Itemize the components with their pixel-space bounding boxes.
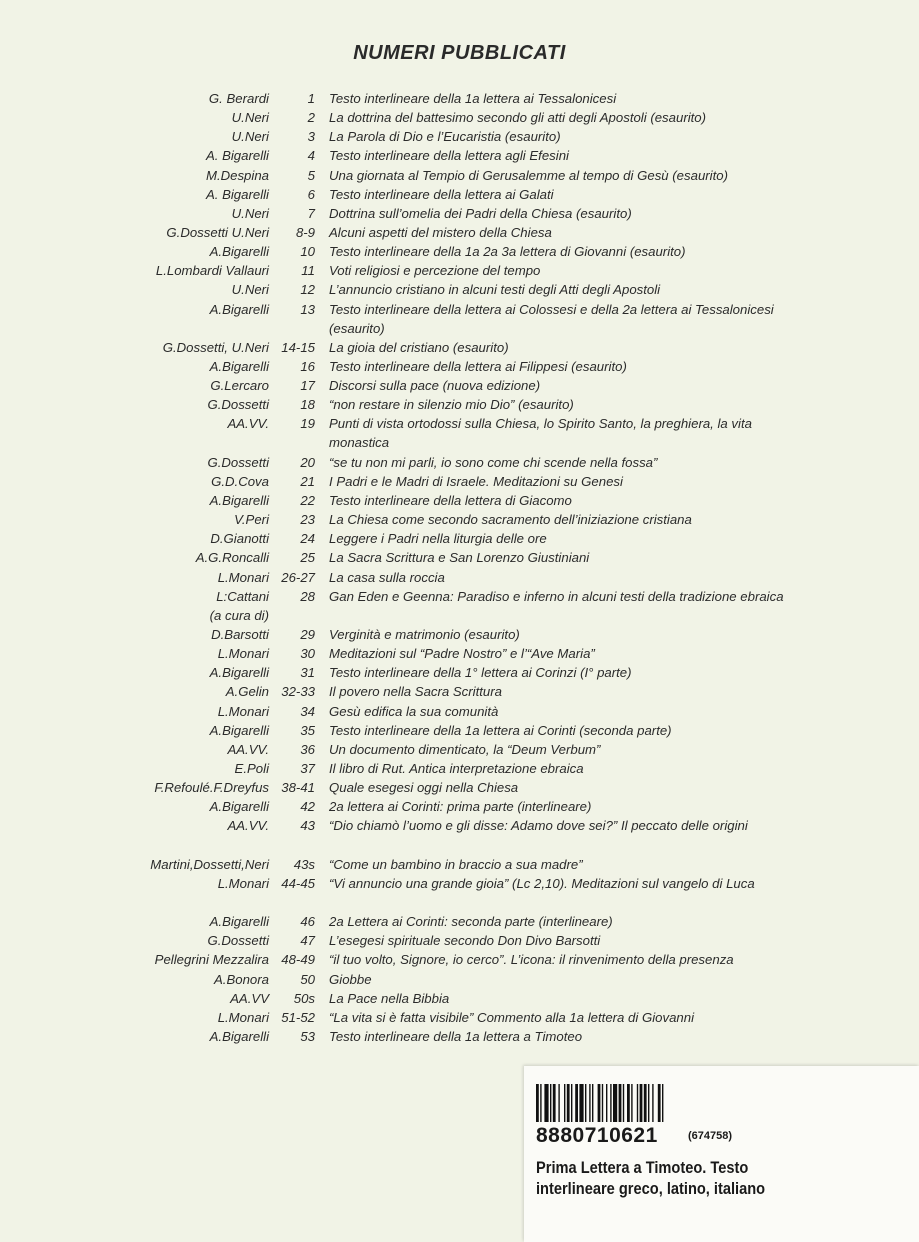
list-item — [0, 529, 919, 548]
entry-author-name: E.Poli — [234, 760, 269, 776]
barcode-bar — [598, 1084, 601, 1122]
entry-author — [210, 721, 269, 740]
list-item — [0, 395, 919, 414]
barcode-bar — [619, 1084, 622, 1122]
entry-author — [210, 587, 269, 625]
description-line-1: Prima Lettera a Timoteo. Testo — [536, 1158, 749, 1177]
list-item — [0, 663, 919, 682]
entry-author-name: AA.VV. — [227, 416, 269, 432]
entry-author-name: A. Bigarelli — [205, 148, 269, 164]
entry-title: Giobbe — [329, 971, 372, 987]
list-item — [0, 816, 919, 854]
publication-list — [0, 89, 919, 1046]
list-item — [0, 740, 919, 759]
entry-number: 30 — [300, 646, 315, 662]
entry-number: 13 — [300, 301, 315, 317]
entry-author — [210, 357, 269, 376]
entry-author-name: G.Dossetti — [207, 933, 269, 949]
entry-author-name: G. Berardi — [208, 91, 269, 106]
barcode-bar — [592, 1084, 593, 1122]
list-item — [0, 970, 919, 989]
barcode-bar — [536, 1084, 539, 1122]
entry-author-name: G.Dossetti — [207, 397, 269, 413]
entry-number: 17 — [300, 378, 315, 394]
entry-title: Testo interlineare della lettera agli Efesini — [329, 148, 569, 164]
entry-number: 22 — [300, 492, 315, 508]
entry-author-name: U.Neri — [231, 110, 269, 126]
entry-title: Testo interlineare della 1° lettera ai Corinzi (I° parte) — [329, 665, 632, 681]
barcode-bar — [613, 1084, 617, 1122]
entry-author — [155, 950, 269, 969]
list-item — [0, 242, 919, 261]
entry-number: 28 — [300, 588, 315, 604]
entry-author — [210, 797, 269, 816]
entry-number: 7 — [307, 205, 315, 221]
entry-title: L’esegesi spirituale secondo Don Divo Barsotti — [329, 933, 601, 949]
entry-author-name: A.Bigarelli — [209, 722, 269, 738]
list-item — [0, 453, 919, 472]
entry-author-name: D.Gianotti — [210, 531, 269, 547]
entry-author-name: Pellegrini Mezzalira — [154, 952, 269, 968]
entry-author — [210, 1027, 269, 1046]
barcode-bar — [564, 1084, 565, 1122]
entry-number: 51-52 — [281, 1009, 315, 1025]
entry-author — [207, 395, 269, 414]
entry-author — [226, 682, 269, 701]
entry-title: Verginità e matrimonio (esaurito) — [329, 626, 520, 642]
entry-author — [206, 185, 269, 204]
entry-author — [206, 166, 269, 185]
entry-author — [206, 146, 269, 165]
list-item — [0, 950, 919, 969]
entry-number: 25 — [300, 550, 315, 566]
entry-number: 47 — [300, 933, 315, 949]
entry-author-name: F.Refoulé.F.Dreyfus — [154, 780, 269, 796]
entry-author — [209, 89, 269, 108]
entry-title: Testo interlineare della 1a lettera a Timoteo — [329, 1028, 583, 1044]
entry-title: 2a Lettera ai Corinti: seconda parte (interlineare) — [329, 914, 613, 930]
list-item — [0, 472, 919, 491]
barcode-bar — [637, 1084, 638, 1122]
entry-author — [227, 816, 269, 835]
entry-author — [210, 491, 269, 510]
list-item — [0, 89, 919, 108]
list-item — [0, 280, 919, 299]
entry-author-name: A.Bigarelli — [209, 301, 269, 317]
barcode-bar — [662, 1084, 663, 1122]
entry-title: Un documento dimenticato, la “Deum Verbum” — [329, 741, 601, 757]
barcode-bar — [648, 1084, 649, 1122]
list-item — [0, 912, 919, 931]
entry-author-name: L.Lombardi Vallauri — [155, 263, 269, 279]
list-item — [0, 797, 919, 816]
entry-author — [218, 702, 269, 721]
entry-author-name: M.Despina — [205, 167, 269, 183]
entry-number: 21 — [300, 473, 315, 489]
entry-author-name: Martini,Dossetti,Neri — [150, 856, 269, 872]
entry-author — [211, 625, 269, 644]
entry-author-name: A.Gelin — [225, 684, 269, 700]
list-item — [0, 261, 919, 280]
entry-number: 31 — [300, 665, 315, 681]
entry-author-name: A.Bigarelli — [209, 914, 269, 930]
list-item — [0, 510, 919, 529]
entry-title: Discorsi sulla pace (nuova edizione) — [329, 378, 541, 394]
entry-number: 53 — [300, 1028, 315, 1044]
barcode-bar — [606, 1084, 607, 1122]
list-item — [0, 682, 919, 701]
barcode-bar — [631, 1084, 632, 1122]
entry-author-name: A.Bigarelli — [209, 1028, 269, 1044]
entry-author — [227, 414, 269, 433]
list-item — [0, 414, 919, 452]
entry-number: 1 — [307, 91, 315, 106]
entry-author — [232, 127, 269, 146]
entry-title: La gioia del cristiano (esaurito) — [329, 339, 509, 355]
entry-number: 43 — [300, 818, 315, 834]
entry-author-name: A.Bigarelli — [209, 244, 269, 260]
entry-author — [232, 280, 269, 299]
list-item — [0, 778, 919, 797]
list-item — [0, 204, 919, 223]
entry-number: 50 — [300, 971, 315, 987]
entry-number: 26-27 — [281, 569, 315, 585]
entry-number: 44-45 — [281, 875, 315, 891]
entry-number: 46 — [300, 914, 315, 930]
entry-author — [210, 912, 269, 931]
entry-number: 18 — [300, 397, 315, 413]
entry-number: 4 — [307, 148, 315, 164]
entry-title: Testo interlineare della lettera di Giacomo — [329, 492, 572, 508]
entry-number: 24 — [300, 531, 315, 547]
entry-author-name: L.Monari — [217, 569, 269, 585]
page-title: NUMERI PUBBLICATI — [353, 42, 566, 64]
entry-number: 11 — [301, 263, 315, 279]
entry-author — [210, 376, 269, 395]
entry-title: Gesù edifica la sua comunità — [329, 703, 499, 719]
entry-number: 50s — [293, 990, 315, 1006]
list-item — [0, 1008, 919, 1027]
list-item — [0, 491, 919, 510]
list-item — [0, 721, 919, 740]
entry-number: 37 — [300, 760, 315, 776]
entry-title: I Padri e le Madri di Israele. Meditazioni su Genesi — [329, 473, 623, 489]
list-item — [0, 146, 919, 165]
entry-number: 42 — [300, 799, 315, 815]
entry-title: La Sacra Scrittura e San Lorenzo Giustiniani — [329, 550, 590, 566]
list-item — [0, 127, 919, 146]
entry-title: “Dio chiamò l’uomo e gli disse: Adamo dove sei?” Il peccato delle origini — [329, 818, 748, 834]
barcode-bar — [544, 1084, 548, 1122]
entry-author — [230, 989, 269, 1008]
entry-author-name: AA.VV — [230, 990, 269, 1006]
entry-title: La Chiesa come secondo sacramento dell’iniziazione cristiana — [329, 512, 692, 528]
list-item — [0, 644, 919, 663]
list-item — [0, 223, 919, 242]
entry-number: 20 — [300, 454, 315, 470]
entry-author — [214, 970, 269, 989]
entry-title: Leggere i Padri nella liturgia delle ore — [329, 531, 547, 547]
list-item — [0, 108, 919, 127]
entry-title: “Come un bambino in braccio a sua madre” — [329, 856, 583, 872]
stock-code: (674758) — [688, 1130, 733, 1142]
entry-number: 34 — [300, 703, 315, 719]
entry-number: 23 — [300, 512, 315, 528]
barcode-bar — [579, 1084, 583, 1122]
entry-author — [211, 472, 269, 491]
list-item — [0, 185, 919, 204]
entry-author — [218, 1008, 269, 1027]
entry-number: 8-9 — [295, 224, 315, 240]
entry-title: La dottrina del battesimo secondo gli atti degli Apostoli (esaurito) — [329, 110, 707, 126]
list-item — [0, 759, 919, 778]
list-item — [0, 702, 919, 721]
entry-author-name: A.Bigarelli — [209, 799, 269, 815]
entry-number: 5 — [307, 167, 315, 183]
entry-number: 12 — [300, 282, 315, 298]
entry-number: 14-15 — [281, 339, 315, 355]
list-item — [0, 338, 919, 357]
entry-number: 38-41 — [281, 780, 315, 796]
entry-title: Testo interlineare della 1a 2a 3a lettera di Giovanni (esaurito) — [329, 244, 686, 260]
barcode-bar — [602, 1084, 603, 1122]
entry-title: “il tuo volto, Signore, io cerco”. L’icona: il rinvenimento della presenza — [329, 952, 734, 968]
entry-author-name: AA.VV. — [227, 818, 269, 834]
entry-author — [163, 338, 269, 357]
entry-author-name: G.Lercaro — [210, 378, 269, 394]
entry-title: Testo interlineare della lettera ai Colossesi e della 2a lettera ai Tessalonicesi (esaurito) — [329, 301, 774, 336]
barcode-icon — [536, 1084, 758, 1122]
entry-author — [227, 740, 269, 759]
entry-author — [156, 261, 269, 280]
entry-author — [235, 759, 269, 778]
entry-title: Testo interlineare della 1a lettera ai Tessalonicesi — [329, 91, 617, 106]
list-item — [0, 376, 919, 395]
barcode-bar — [553, 1084, 556, 1122]
barcode-bar — [585, 1084, 586, 1122]
entry-author-name: L.Monari — [217, 703, 269, 719]
list-item — [0, 874, 919, 912]
entry-title: La Pace nella Bibbia — [329, 990, 450, 1006]
entry-author-name: A.Bigarelli — [209, 492, 269, 508]
list-item — [0, 548, 919, 567]
entry-author-name: U.Neri — [231, 282, 269, 298]
entry-author-name: A.Bigarelli — [209, 358, 269, 374]
entry-author-note: (a cura di) — [209, 607, 269, 623]
entry-author — [207, 931, 269, 950]
entry-author — [232, 204, 269, 223]
entry-number: 36 — [300, 741, 315, 757]
list-item — [0, 357, 919, 376]
isbn-number: 8880710621 — [536, 1124, 658, 1147]
entry-number: 3 — [307, 129, 315, 145]
barcode-bar — [623, 1084, 624, 1122]
list-item — [0, 568, 919, 587]
entry-author — [154, 778, 269, 797]
entry-author-name: A.Bonora — [214, 971, 269, 987]
barcode-bar — [627, 1084, 630, 1122]
entry-author-name: U.Neri — [231, 205, 269, 221]
entry-title: Testo interlineare della lettera ai Filippesi (esaurito) — [329, 358, 627, 374]
entry-number: 32-33 — [281, 684, 315, 700]
entry-author — [234, 510, 269, 529]
entry-number: 10 — [300, 244, 315, 260]
entry-title: L’annuncio cristiano in alcuni testi degli Atti degli Apostoli — [329, 282, 661, 298]
entry-number: 29 — [300, 626, 315, 642]
entry-title: Una giornata al Tempio di Gerusalemme al tempo di Gesù (esaurito) — [329, 167, 728, 183]
entry-author-name: L.Monari — [217, 646, 269, 662]
entry-number: 43s — [293, 856, 315, 872]
entry-number: 2 — [307, 110, 315, 126]
entry-author-name: A.Bigarelli — [209, 665, 269, 681]
entry-number: 48-49 — [281, 952, 315, 968]
barcode-bar — [640, 1084, 643, 1122]
entry-author — [218, 644, 269, 663]
entry-number: 35 — [300, 722, 315, 738]
entry-author-name: D.Barsotti — [211, 626, 269, 642]
entry-title: Dottrina sull’omelia dei Padri della Chiesa (esaurito) — [329, 205, 632, 221]
entry-title: Quale esegesi oggi nella Chiesa — [329, 780, 519, 796]
entry-number: 19 — [300, 416, 315, 432]
barcode-bar — [571, 1084, 572, 1122]
entry-title: La casa sulla roccia — [329, 569, 445, 585]
entry-title: Voti religiosi e percezione del tempo — [329, 263, 541, 279]
price-sticker — [524, 1066, 919, 1242]
entry-title: 2a lettera ai Corinti: prima parte (interlineare) — [329, 799, 592, 815]
entry-author — [210, 663, 269, 682]
entry-number: 16 — [300, 358, 315, 374]
entry-title: Testo interlineare della lettera ai Galati — [329, 186, 554, 202]
entry-author-name: L.Monari — [217, 1009, 269, 1025]
entry-title: Il povero nella Sacra Scrittura — [329, 684, 502, 700]
entry-title: “Vi annuncio una grande gioia” (Lc 2,10). Meditazioni sul vangelo di Luca — [329, 875, 755, 891]
entry-title: Testo interlineare della 1a lettera ai Corinti (seconda parte) — [329, 722, 672, 738]
list-item — [0, 166, 919, 185]
list-item — [0, 587, 919, 625]
barcode-bar — [658, 1084, 661, 1122]
barcode-bar — [589, 1084, 590, 1122]
barcode-bar — [558, 1084, 559, 1122]
entry-number: 6 — [307, 186, 315, 202]
entry-author — [210, 242, 269, 261]
entry-author-name: AA.VV. — [227, 741, 269, 757]
entry-author — [232, 108, 269, 127]
entry-title: Il libro di Rut. Antica interpretazione ebraica — [329, 760, 584, 776]
entry-title: “se tu non mi parli, io sono come chi scende nella fossa” — [329, 454, 658, 470]
entry-author-name: A. Bigarelli — [205, 186, 269, 202]
entry-author — [207, 453, 269, 472]
entry-author-name: G.D.Cova — [211, 473, 269, 489]
barcode-bar — [540, 1084, 541, 1122]
list-item — [0, 855, 919, 874]
entry-author-name: L.Monari — [217, 875, 269, 891]
entry-author — [166, 223, 269, 242]
entry-author-name: G.Dossetti U.Neri — [166, 224, 269, 240]
entry-title: Alcuni aspetti del mistero della Chiesa — [329, 224, 552, 240]
entry-author — [150, 855, 269, 874]
barcode-bar — [652, 1084, 653, 1122]
entry-title: Punti di vista ortodossi sulla Chiesa, lo Spirito Santo, la preghiera, la vita monastica — [329, 416, 752, 451]
book-description — [536, 1157, 863, 1199]
entry-title: La Parola di Dio e l’Eucaristia (esaurito) — [329, 129, 561, 145]
description-line-2: interlineare greco, latino, italiano — [536, 1179, 766, 1198]
entry-author-name: G.Dossetti, U.Neri — [162, 339, 269, 355]
entry-author-name: U.Neri — [231, 129, 269, 145]
entry-author-name: V.Peri — [234, 512, 269, 528]
entry-author-name: A.G.Roncalli — [195, 550, 269, 566]
barcode-bar — [575, 1084, 578, 1122]
entry-author — [196, 548, 269, 567]
entry-author — [210, 529, 269, 548]
list-item — [0, 625, 919, 644]
entry-author — [218, 568, 269, 587]
entry-title: Gan Eden e Geenna: Paradiso e inferno in alcuni testi della tradizione ebraica — [329, 588, 784, 604]
list-item — [0, 1027, 919, 1046]
list-item — [0, 989, 919, 1008]
barcode-bar — [644, 1084, 647, 1122]
list-item — [0, 931, 919, 950]
entry-title: “La vita si è fatta visibile” Commento alla 1a lettera di Giovanni — [329, 1009, 695, 1025]
entry-title: Meditazioni sul “Padre Nostro” e l’“Ave Maria” — [329, 646, 595, 662]
barcode-bar — [610, 1084, 611, 1122]
entry-title: “non restare in silenzio mio Dio” (esaurito) — [329, 397, 574, 413]
entry-author-name: L:Cattani — [216, 588, 269, 604]
entry-author — [218, 874, 269, 893]
barcode-bar — [567, 1084, 570, 1122]
barcode-bar — [550, 1084, 551, 1122]
entry-author — [210, 300, 269, 319]
list-item — [0, 300, 919, 338]
entry-author-name: G.Dossetti — [207, 454, 269, 470]
